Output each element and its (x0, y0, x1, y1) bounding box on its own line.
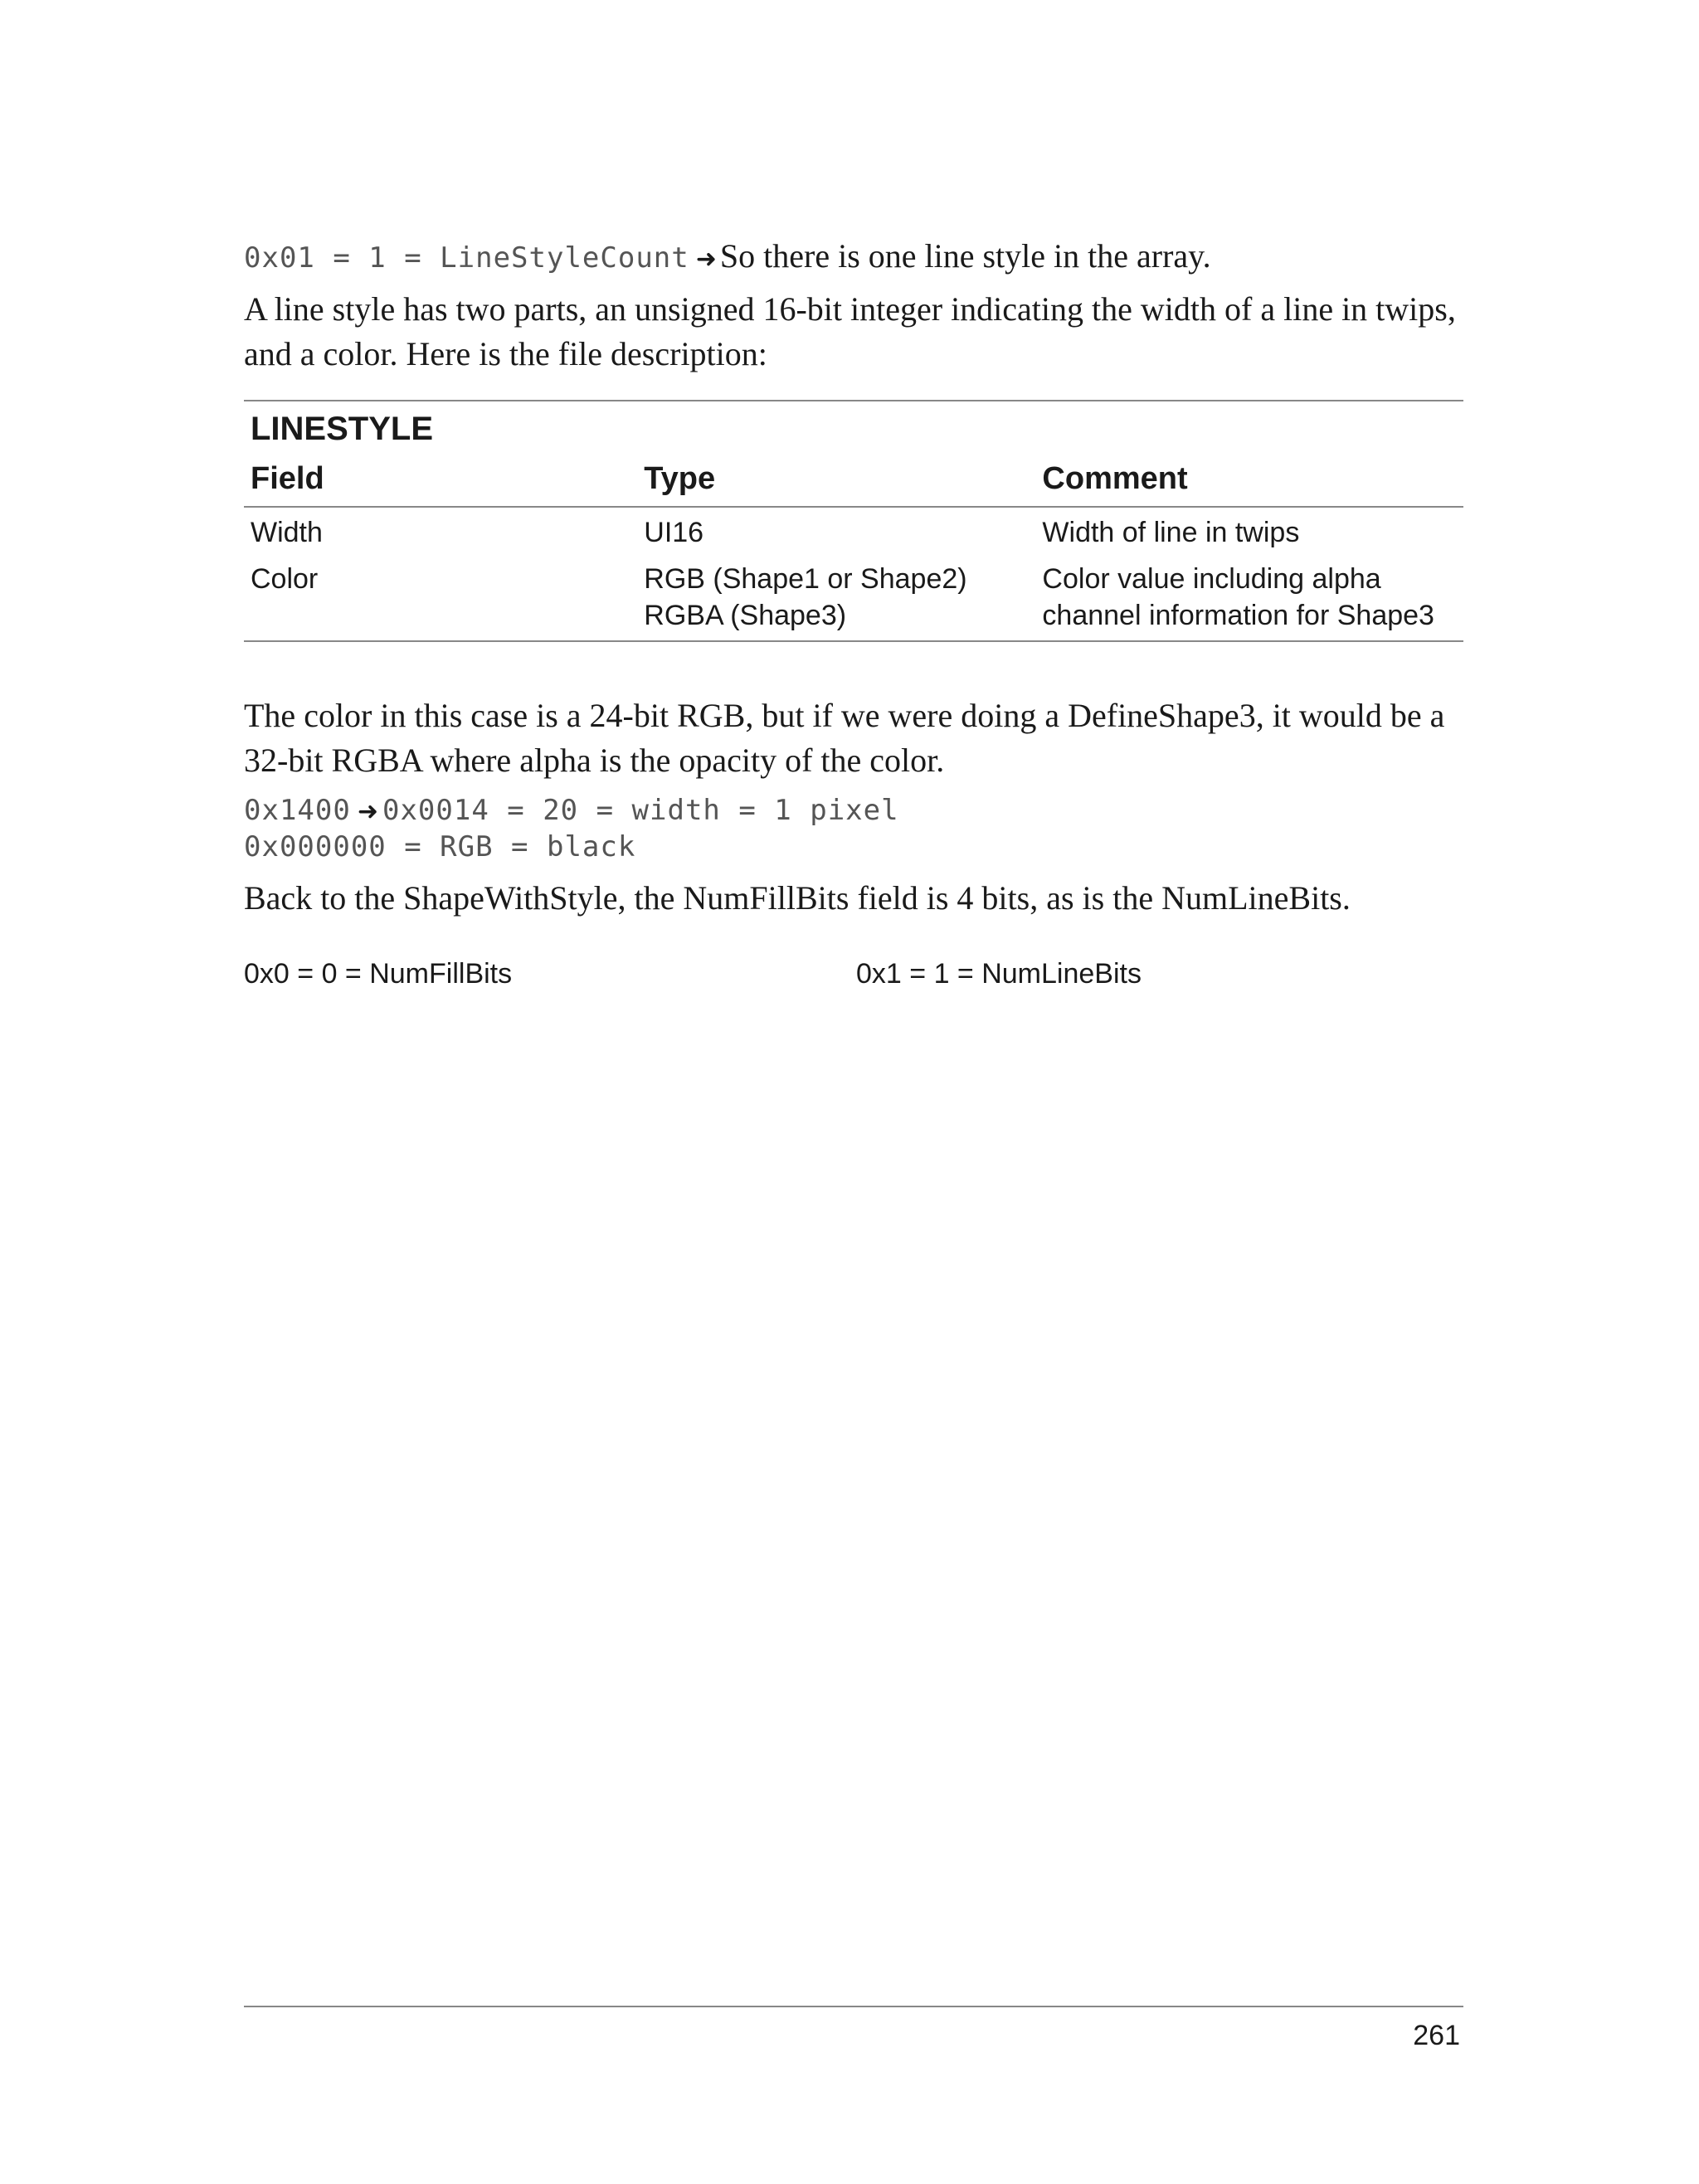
table-row (244, 561, 1463, 640)
cell-comment (1035, 561, 1463, 634)
cell-comment-line: channel information for Shape3 (1042, 600, 1434, 631)
footer-divider (244, 2006, 1463, 2007)
line-style-count-line (244, 234, 1211, 286)
header-field: Field (251, 460, 324, 496)
cell-field: Width (251, 517, 323, 548)
num-line-bits-value: 0x1 = 1 = NumLineBits (856, 958, 1142, 990)
cell-comment-line: Width of line in twips (1042, 517, 1300, 548)
color-explanation-paragraph: The color in this case is a 24-bit RGB, but if we were doing a DefineShape3, it would be a 32-bit RGBA where alpha is the opacity of the color. (244, 697, 1445, 779)
line-style-count-text: So there is one line style in the array. (719, 237, 1211, 275)
code-line: 0x000000 = RGB = black (244, 830, 636, 863)
header-comment: Comment (1042, 460, 1188, 496)
cell-comment (1035, 514, 1463, 561)
code-line (244, 793, 899, 829)
header-type: Type (644, 460, 716, 496)
line-style-count-code: 0x01 = 1 = LineStyleCount (244, 241, 689, 275)
cell-type (637, 561, 1035, 634)
table-caption: LINESTYLE (251, 411, 434, 447)
linestyle-table (244, 400, 1463, 642)
table-row (244, 508, 1463, 561)
table-header-row (244, 451, 1463, 508)
cell-type (637, 514, 1035, 561)
num-fill-bits-value: 0x0 = 0 = NumFillBits (244, 958, 513, 990)
code-width-decoded: 0x0014 = 20 = width = 1 pixel (382, 794, 899, 827)
cell-type-line: RGB (Shape1 or Shape2) (644, 563, 967, 595)
cell-type-line: UI16 (644, 517, 704, 548)
cell-type-line: RGBA (Shape3) (644, 600, 847, 631)
cell-comment-line: Color value including alpha (1042, 563, 1381, 595)
arrow-right-icon: ➜ (357, 797, 379, 826)
width-color-code-block (244, 793, 899, 864)
code-width-raw: 0x1400 (244, 794, 351, 827)
page-number: 261 (1413, 2020, 1460, 2051)
numbits-paragraph: Back to the ShapeWithStyle, the NumFillBits field is 4 bits, as is the NumLineBits. (244, 879, 1351, 917)
line-style-description-paragraph: A line style has two parts, an unsigned 16-bit integer indicating the width of a line in twips, and a color. Here is the file description: (244, 290, 1456, 372)
arrow-right-icon: ➜ (695, 245, 717, 274)
cell-field: Color (251, 563, 319, 595)
